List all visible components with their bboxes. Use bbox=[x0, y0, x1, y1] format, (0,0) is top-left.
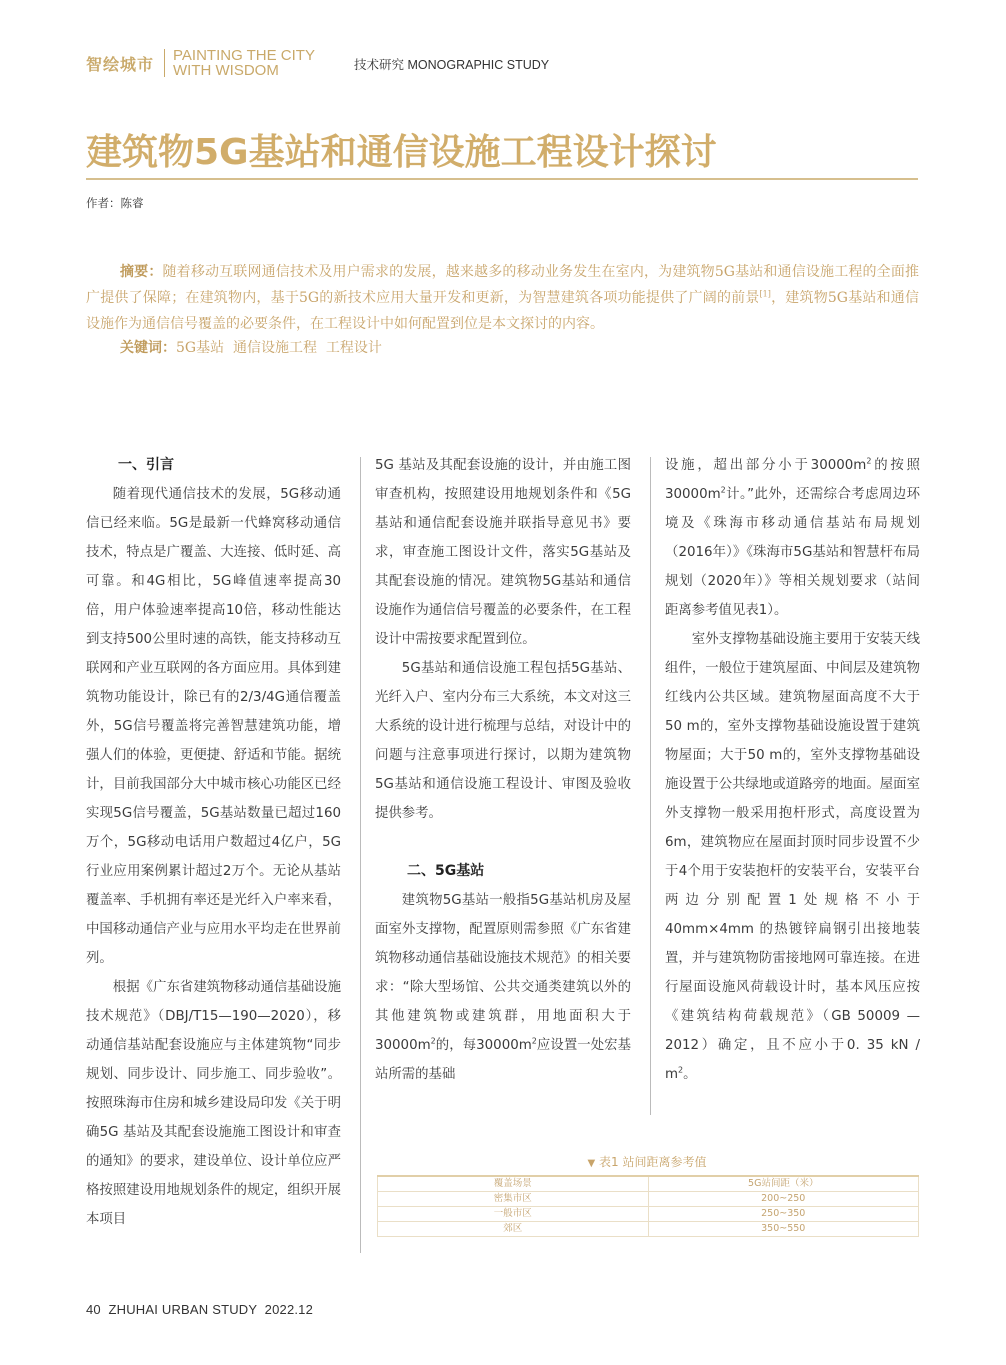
section-heading-5g: 二、5G基站 bbox=[407, 863, 485, 879]
brand-en-line1: PAINTING THE CITY bbox=[173, 47, 315, 64]
paragraph: 5G 基站及其配套设施的设计，并由施工图审查机构，按照建设用地规划条件和《5G基站和通信配套设施并联指导意见书》要求，审查施工图设计文件，落实5G基站及其配套设施的情况。建筑物5G基站和通信设施作为通信信号覆盖的必要条件，在工程设计中需按要求配置到位。 bbox=[375, 458, 631, 647]
brand-name-cn: 智绘城市 bbox=[86, 54, 155, 74]
table-cell: 一般市区 bbox=[378, 1207, 649, 1222]
abstract-text-1: 随着移动互联网通信技术及用户需求的发展，越来越多的移动业务发生在室内，为建筑物5G基站和通信设施工程的全面推广提供了保障；在建筑物内，基于5G的新技术应用大量开发和更新，为智慧建筑各项功能提供了广阔的前景 bbox=[86, 264, 920, 306]
keywords-text: 5G基站 通信设施工程 工程设计 bbox=[176, 340, 382, 356]
text-run: 应设置一处宏基站所需的基础 bbox=[375, 1038, 631, 1082]
table-caption bbox=[375, 1153, 919, 1170]
abstract-text-2: ，建筑物5G基站和通信设施作为通信信号覆盖的必要条件，在工程设计中如何配置到位是本文探讨的内容。 bbox=[86, 290, 919, 332]
reference-marker[interactable]: [1] bbox=[759, 289, 771, 299]
abstract-label: 摘要： bbox=[120, 264, 163, 280]
text-run: 室外支撑物基础设施主要用于安装天线组件，一般位于建筑屋面、中间层及建筑物红线内公共区域。建筑物屋面高度不大于50 m的，室外支撑物基础设施设置于建筑物屋面；大于50 m的，室外支撑物基础设施设置于公共绿地或道路旁的地面。屋面室外支撑物一般采用抱杆形式，高度设置为6m，建筑物应在屋面封顶时同步设置不少于4个用于安装抱杆的安装平台，安装平台两边分别配置1处规格不小于40mm×4mm 的热镀锌扁钢引出接地装置，并与建筑物防雷接地网可靠连接。在进行屋面设施风荷载设计时，基本风压应按《建筑结构荷载规范》（GB 50009 —2012）确定，且不应小于0. 35 kN / m bbox=[665, 632, 920, 1082]
table-row bbox=[378, 1222, 919, 1237]
paragraph: 5G基站和通信设施工程包括5G基站、光纤入户、室内分布三大系统，本文对这三大系统的设计进行梳理与总结，对设计中的问题与注意事项进行探讨，以期为建筑物5G基站和通信设施工程设计、审图及验收提供参考。 bbox=[375, 661, 631, 821]
table-cell: 郊区 bbox=[378, 1222, 649, 1237]
paragraph bbox=[665, 625, 920, 1089]
column-3 bbox=[665, 451, 920, 1089]
abstract bbox=[86, 259, 919, 337]
table-header-row bbox=[378, 1176, 919, 1192]
section-label: 技术研究 MONOGRAPHIC STUDY bbox=[354, 58, 550, 72]
column-divider bbox=[650, 457, 651, 1115]
article-author: 作者：陈睿 bbox=[86, 196, 144, 210]
brand-en-line2: WITH WISDOM bbox=[173, 62, 279, 79]
superscript: 2 bbox=[720, 485, 726, 495]
superscript: 2 bbox=[430, 1036, 436, 1046]
table-row bbox=[378, 1192, 919, 1207]
table-header-cell: 5G站间距（米） bbox=[648, 1176, 919, 1192]
superscript: 2 bbox=[678, 1065, 684, 1075]
table-header-cell: 覆盖场景 bbox=[378, 1176, 649, 1192]
column-divider bbox=[360, 457, 361, 1253]
table-cell: 350~550 bbox=[648, 1222, 919, 1237]
column-2 bbox=[375, 451, 631, 1089]
table-row bbox=[378, 1207, 919, 1222]
table-cell: 200~250 bbox=[648, 1192, 919, 1207]
table-cell: 密集市区 bbox=[378, 1192, 649, 1207]
paragraph: 随着现代通信技术的发展，5G移动通信已经来临。5G是最新一代蜂窝移动通信技术，特点是广覆盖、大连接、低时延、高可靠。和4G相比，5G峰值速率提高30倍，用户体验速率提高10倍，移动性能达到支持500公里时速的高铁，能支持移动互联网和产业互联网的各方面应用。具体到建筑物功能设计，除已有的2/3/4G通信覆盖外，5G信号覆盖将完善智慧建筑功能，增强人们的体验，更便捷、舒适和节能。据统计，目前我国部分大中城市核心功能区已经实现5G信号覆盖，5G基站数量已超过160万个，5G移动电话用户数超过4亿户，5G行业应用案例累计超过2万个。无论从基站覆盖率、手机拥有率还是光纤入户率来看，中国移动通信产业与应用水平均走在世界前列。 bbox=[86, 487, 341, 966]
triangle-down-icon: ▼ bbox=[587, 1158, 596, 1169]
article-title: 建筑物5G基站和通信设施工程设计探讨 bbox=[86, 132, 717, 173]
superscript: 2 bbox=[866, 456, 872, 466]
brand-divider bbox=[164, 49, 165, 77]
text-run: 设施，超出部分小于30000m bbox=[665, 458, 867, 473]
text-run: 建筑物5G基站一般指5G基站机房及屋面室外支撑物，配置原则需参照《广东省建筑物移动通信基础设施技术规范》的相关要求：“除大型场馆、公共交通类建筑以外的其他建筑物或建筑群，用地面积大于30000m bbox=[375, 893, 631, 1053]
brand-name-en bbox=[173, 48, 315, 78]
station-distance-table bbox=[377, 1175, 919, 1237]
keywords bbox=[120, 337, 382, 359]
text-run: 计。”此外，还需综合考虑周边环境及《珠海市移动通信基站布局规划（2016年）》《珠海市5G基站和智慧杆布局规划（2020年）》等相关规划要求（站间距离参考值见表1）。 bbox=[665, 487, 920, 618]
table-cell: 250~350 bbox=[648, 1207, 919, 1222]
text-run: 。 bbox=[683, 1067, 697, 1082]
text-run: 的，每30000m bbox=[435, 1038, 532, 1053]
paragraph bbox=[375, 886, 631, 1089]
page-footer: 40 ZHUHAI URBAN STUDY 2022.12 bbox=[86, 1302, 314, 1317]
section-heading-intro: 一、引言 bbox=[118, 457, 174, 473]
table-caption-text: 表1 站间距离参考值 bbox=[599, 1155, 707, 1169]
keywords-label: 关键词： bbox=[120, 340, 176, 356]
column-1 bbox=[86, 451, 341, 1234]
superscript: 2 bbox=[531, 1036, 537, 1046]
paragraph: 根据《广东省建筑物移动通信基础设施技术规范》（DBJ/T15—190—2020），移动通信基站配套设施应与主体建筑物“同步规划、同步设计、同步施工、同步验收”。按照珠海市住房和城乡建设局印发《关于明确5G 基站及其配套设施施工图设计和审查的通知》的要求，建设单位、设计单位应严格按照建设用地规划条件的规定，组织开展本项目 bbox=[86, 980, 341, 1227]
title-divider bbox=[86, 178, 918, 180]
text-run: 的按照30000m bbox=[665, 458, 920, 502]
magazine-header bbox=[86, 46, 315, 80]
paragraph bbox=[665, 451, 920, 625]
